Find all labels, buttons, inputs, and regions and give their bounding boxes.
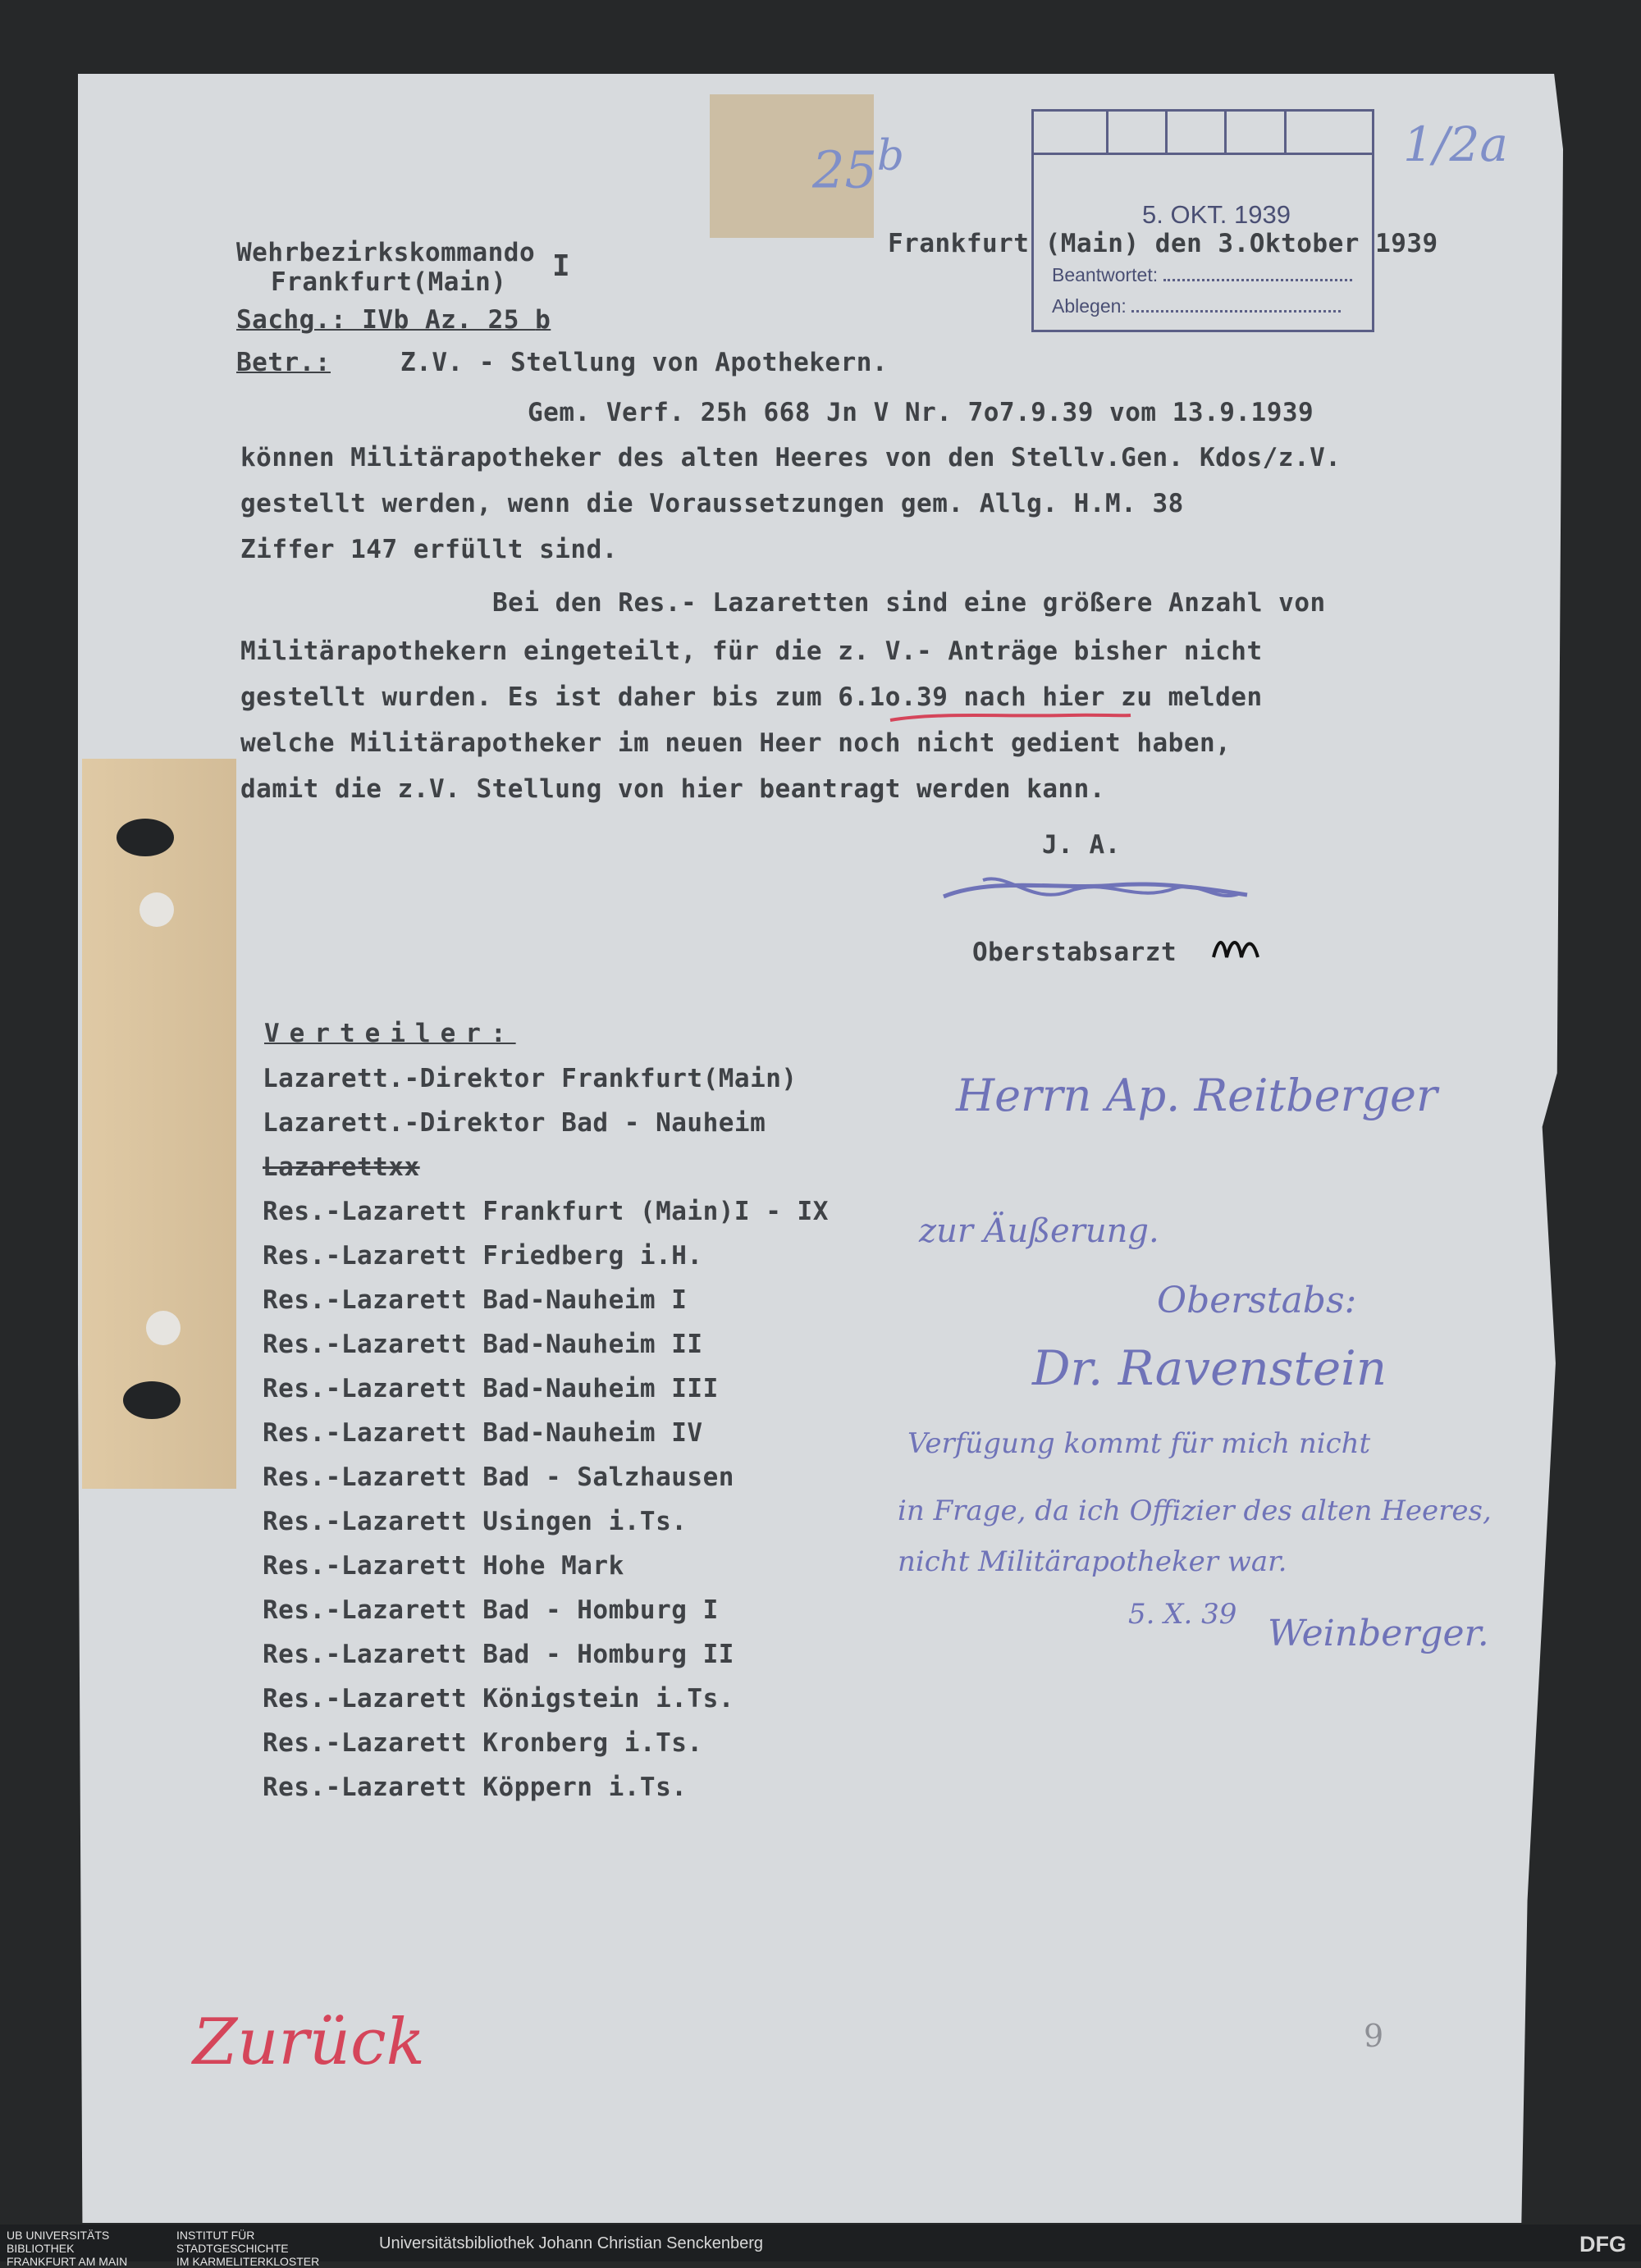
stamp-answered-line xyxy=(1052,264,1364,286)
handwritten-note-request: zur Äußerung. xyxy=(919,1212,1159,1250)
university-library-logo xyxy=(7,2229,162,2268)
stamp-date: 5. OKT. 1939 xyxy=(1142,200,1291,229)
distribution-item: Lazarett.-Direktor Bad - Nauheim xyxy=(263,1108,766,1138)
bottom-left-handwritten-mark: Zurück xyxy=(193,2006,425,2079)
subject-label: Betr.: xyxy=(236,348,331,377)
stamp-filed-line xyxy=(1052,295,1364,317)
footer-title: Universitätsbibliothek Johann Christian Senckenberg xyxy=(379,2234,764,2252)
top-number-superscript: b xyxy=(876,131,904,180)
stamp-header-row xyxy=(1034,112,1372,155)
body-paragraph-1-line-4: Ziffer 147 erfüllt sind. xyxy=(240,535,618,564)
handwritten-reply-line-2: in Frage, da ich Offizier des alten Heeres, xyxy=(898,1495,1492,1527)
subject-text: Z.V. - Stellung von Apothekern. xyxy=(400,348,889,377)
distribution-item: Res.-Lazarett Bad-Nauheim IV xyxy=(263,1418,703,1448)
distribution-item: Res.-Lazarett Hohe Mark xyxy=(263,1551,624,1581)
stamp-cell-divider xyxy=(1284,112,1287,153)
body-paragraph-1-line-2: können Militärapotheker des alten Heeres von den Stellv.Gen. Kdos/z.V. xyxy=(240,443,1342,472)
small-hole-upper xyxy=(139,892,174,927)
library-logo-line-1: UB UNIVERSITÄTS xyxy=(7,2229,110,2242)
handwritten-reply-signature: Weinberger. xyxy=(1268,1613,1489,1654)
reference-prefix: Sachg.: IVb Az. 25 xyxy=(236,305,519,335)
top-handwritten-number xyxy=(812,131,904,200)
body-paragraph-2-line-1: Bei den Res.- Lazaretten sind eine größere Anzahl von xyxy=(492,588,1326,618)
stamp-answered-label: Beantwortet: xyxy=(1052,264,1159,285)
body-paragraph-2-line-5: damit die z.V. Stellung von hier beantragt werden kann. xyxy=(240,774,1105,804)
distribution-heading: Verteiler: xyxy=(264,1019,516,1048)
top-number: 25 xyxy=(812,139,877,200)
distribution-item: Res.-Lazarett Bad - Homburg I xyxy=(263,1595,719,1625)
archive-footer xyxy=(0,2225,1641,2268)
roman-numeral-mark: I xyxy=(552,249,571,283)
distribution-item: Res.-Lazarett Friedberg i.H. xyxy=(263,1241,703,1271)
library-logo-line-2: BIBLIOTHEK xyxy=(7,2242,75,2255)
small-hole-lower xyxy=(146,1311,181,1345)
handwritten-reply-line-3: nicht Militärapotheker war. xyxy=(898,1545,1287,1578)
distribution-item: Res.-Lazarett Bad-Nauheim III xyxy=(263,1374,719,1403)
distribution-item: Lazarett.-Direktor Frankfurt(Main) xyxy=(263,1064,798,1093)
letter-page xyxy=(78,74,1563,2223)
dfg-logo: DFG xyxy=(1579,2232,1626,2257)
signature-title: Oberstabsarzt xyxy=(972,938,1177,967)
institute-logo-line-2: STADTGESCHICHTE xyxy=(176,2242,289,2255)
body-paragraph-2-line-2: Militärapothekern eingeteilt, für die z. V.- Anträge bisher nicht xyxy=(240,637,1263,666)
institute-logo xyxy=(176,2229,357,2268)
distribution-item: Res.-Lazarett Bad - Salzhausen xyxy=(263,1463,734,1492)
dateline: Frankfurt (Main) den 3.Oktober 1939 xyxy=(888,229,1438,258)
body-paragraph-1-line-3: gestellt werden, wenn die Voraussetzungen gem. Allg. H.M. 38 xyxy=(240,489,1184,518)
stamp-cell-divider xyxy=(1106,112,1108,153)
distribution-item: Res.-Lazarett Bad-Nauheim I xyxy=(263,1285,688,1315)
distribution-item: Res.-Lazarett Bad - Homburg II xyxy=(263,1640,734,1669)
dotted-line xyxy=(1163,264,1352,281)
stamp-cell-divider xyxy=(1224,112,1227,153)
top-right-handwritten-mark: 1/2a xyxy=(1403,116,1508,172)
institute-logo-line-1: INSTITUT FÜR xyxy=(176,2229,255,2242)
body-paragraph-2-line-3: gestellt wurden. Es ist daher bis zum 6.1o.39 nach hier zu melden xyxy=(240,682,1263,712)
received-stamp xyxy=(1031,109,1374,332)
office-name: Wehrbezirkskommando xyxy=(236,238,536,267)
institute-logo-line-3: IM KARMELITERKLOSTER xyxy=(176,2255,320,2268)
library-logo-line-3: FRANKFURT AM MAIN xyxy=(7,2255,128,2268)
distribution-item: Res.-Lazarett Usingen i.Ts. xyxy=(263,1507,688,1536)
distribution-item: Res.-Lazarett Bad-Nauheim II xyxy=(263,1330,703,1359)
office-location: Frankfurt(Main) xyxy=(271,267,507,297)
distribution-item: Res.-Lazarett Königstein i.Ts. xyxy=(263,1684,734,1714)
body-paragraph-2-line-4: welche Militärapotheker im neuen Heer noch nicht gedient haben, xyxy=(240,728,1232,758)
stamp-cell-divider xyxy=(1165,112,1168,153)
handwritten-reply-date: 5. X. 39 xyxy=(1128,1598,1237,1631)
signature-ja: J. A. xyxy=(1042,830,1121,860)
stamp-filed-label: Ablegen: xyxy=(1052,295,1127,317)
distribution-item: Res.-Lazarett Frankfurt (Main)I - IX xyxy=(263,1197,829,1226)
red-underline-deadline xyxy=(889,705,1135,730)
distribution-item: Res.-Lazarett Kronberg i.Ts. xyxy=(263,1728,703,1758)
dotted-line xyxy=(1131,295,1341,313)
body-paragraph-1-line-1: Gem. Verf. 25h 668 Jn V Nr. 7o7.9.39 vom 13.9.1939 xyxy=(528,398,1314,427)
page-number: 9 xyxy=(1364,2018,1384,2054)
signature-initial xyxy=(1210,929,1268,965)
distribution-item-struck: Lazarettxx xyxy=(263,1152,420,1182)
punched-hole-lower xyxy=(123,1381,181,1419)
reference-suffix: b xyxy=(535,305,551,335)
punched-hole-upper xyxy=(117,819,174,856)
reference-line xyxy=(236,305,551,335)
handwritten-signature xyxy=(935,857,1280,931)
distribution-item: Res.-Lazarett Köppern i.Ts. xyxy=(263,1773,688,1802)
handwritten-reply-line-1: Verfügung kommt für mich nicht xyxy=(907,1427,1371,1460)
handwritten-note-recipient: Herrn Ap. Reitberger xyxy=(956,1070,1438,1121)
handwritten-note-signature: Dr. Ravenstein xyxy=(1032,1340,1387,1396)
binding-tape xyxy=(82,759,236,1489)
handwritten-note-oberstabs: Oberstabs: xyxy=(1157,1280,1357,1321)
